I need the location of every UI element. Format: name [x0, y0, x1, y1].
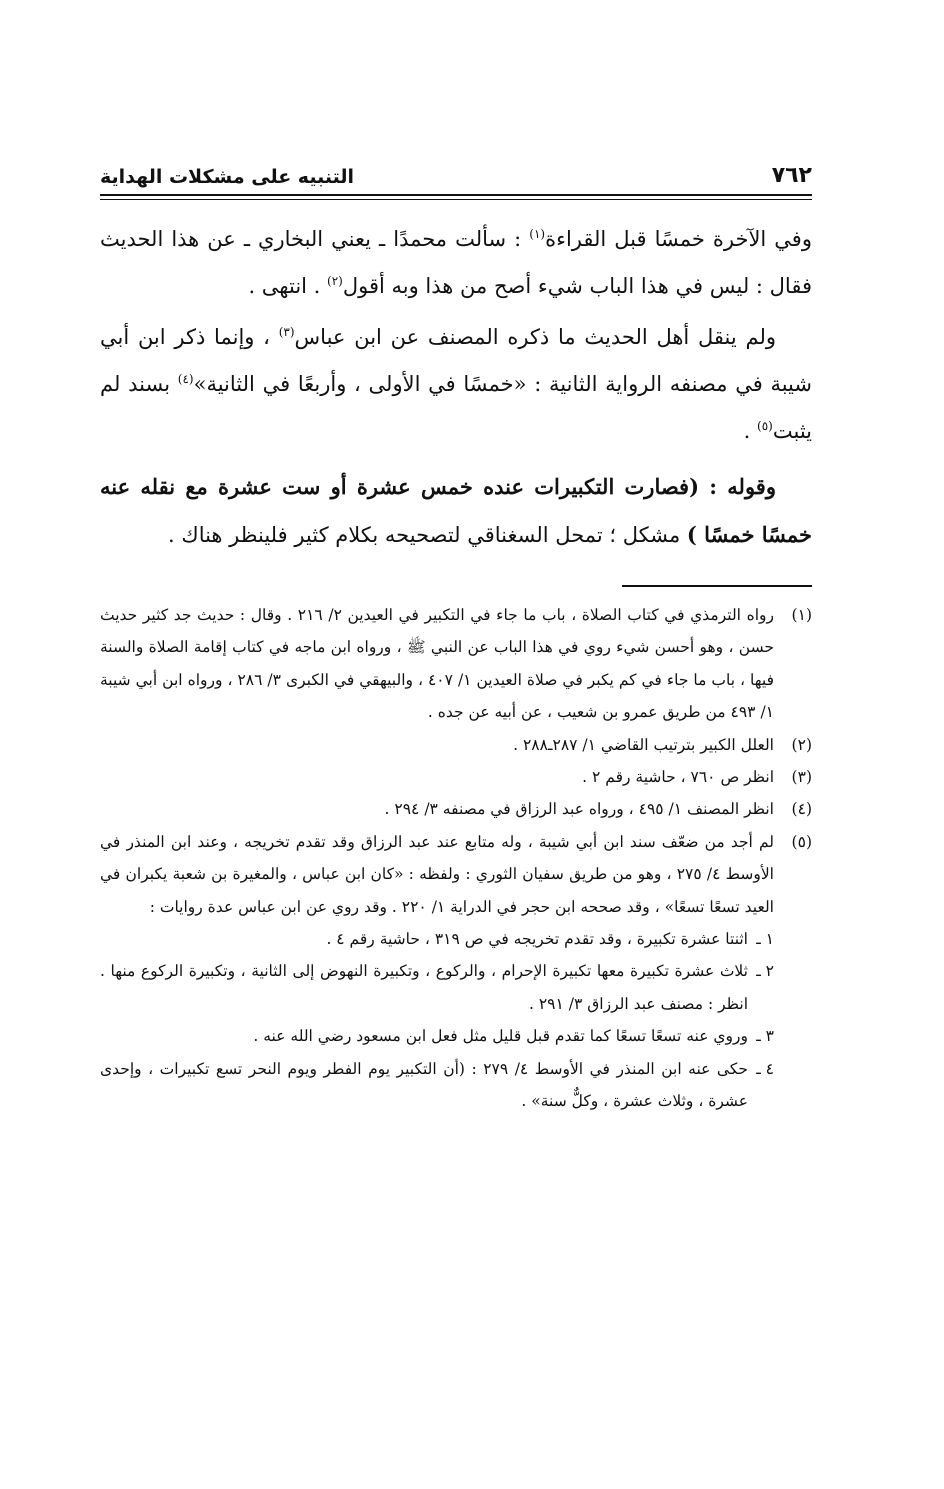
footnote-1 — [100, 599, 812, 729]
sublist-item-3 — [100, 1020, 774, 1052]
sublist-number: ١ ـ — [756, 930, 774, 949]
sublist-item-4 — [100, 1053, 774, 1118]
main-text — [100, 216, 812, 559]
sublist-number: ٣ ـ — [756, 1027, 774, 1046]
footnote-number: (٣) — [791, 768, 812, 787]
paragraph-2 — [100, 314, 812, 455]
book-page — [100, 148, 812, 1118]
footnote-text: انظر المصنف ١/ ٤٩٥ ، ورواه عبد الرزاق في مصنفه ٣/ ٢٩٤ . — [384, 800, 774, 819]
p1-text-b: : سألت محمدًا ـ يعني البخاري ـ عن هذا الحديث فقال : ليس في هذا الباب شيء أصح من هذا وبه أقول — [100, 227, 812, 298]
sublist-number: ٢ ـ — [756, 962, 774, 981]
footnote-ref-5[interactable]: (٥) — [757, 419, 773, 433]
footnote-number: (٥) — [791, 832, 812, 851]
footnote-4 — [100, 793, 812, 825]
footnote-text: انظر ص ٧٦٠ ، حاشية رقم ٢ . — [582, 768, 774, 787]
running-header — [100, 148, 812, 188]
book-title: التنبيه على مشكلات الهداية — [100, 166, 354, 188]
header-rule-thin — [100, 199, 812, 200]
footnote-number: (١) — [791, 606, 812, 624]
footnote-ref-3[interactable]: (٣) — [278, 325, 295, 339]
p1-text-c: . انتهى . — [248, 274, 328, 298]
sublist-text: ثلاث عشرة تكبيرة معها تكبيرة الإحرام ، والركوع ، وتكبيرة النهوض إلى الثانية ، وتكبيرة الركوع منها . انظر : مصنف عبد الرزاق ٣/ ٢٩١ . — [100, 962, 748, 1013]
header-rule-thick — [100, 194, 812, 196]
p3-text-rest: مشكل ؛ تمحل السغناقي لتصحيحه بكلام كثير فلينظر هناك . — [168, 523, 687, 547]
footnote-5-sublist — [100, 923, 812, 1117]
sublist-number: ٤ ـ — [756, 1059, 774, 1078]
footnote-3 — [100, 761, 812, 793]
footnote-number: (٢) — [791, 735, 812, 754]
page-number: ٧٦٢ — [771, 163, 812, 188]
quoted-text-bold: وقوله : (فصارت التكبيرات عنده خمس عشرة أو ست عشرة مع نقله عنه خمسًا خمسًا ) — [100, 474, 812, 547]
sublist-item-1 — [100, 923, 774, 955]
footnote-text: لم أجد من ضعّف سند ابن أبي شيبة ، وله متابع عند عبد الرزاق وقد تقدم تخريجه ، وعند ابن المنذر في الأوسط ٤/ ٢٧٥ ، وهو من طريق سفيان الثوري : ولفظه : «كان ابن عباس ، والمغيرة بن شعبة يكبران في العيد تسعًا تسعًا» ، وقد صححه ابن حجر في الدراية ١/ ٢٢٠ . وقد روي عن ابن عباس عدة روايات : — [100, 832, 774, 916]
p2-text-d: . — [743, 419, 758, 443]
sublist-item-2 — [100, 955, 774, 1020]
footnote-ref-1[interactable]: (١) — [529, 227, 546, 241]
footnote-text: رواه الترمذي في كتاب الصلاة ، باب ما جاء في التكبير في العيدين ٢/ ٢١٦ . وقال : حديث جد كثير حديث حسن ، وهو أحسن شيء روي في هذا الباب عن النبي ﷺ ، ورواه ابن ماجه في كتاب إقامة الصلاة والسنة فيها ، باب ما جاء في كم يكبر في صلاة العيدين ١/ ٤٠٧ ، والبيهقي في الكبرى ٣/ ٢٨٦ ، ورواه ابن أبي شيبة ١/ ٤٩٣ من طريق عمرو بن شعيب ، عن أبيه عن جده . — [100, 606, 774, 722]
paragraph-3 — [100, 463, 812, 559]
sublist-text: اثنتا عشرة تكبيرة ، وقد تقدم تخريجه في ص ٣١٩ ، حاشية رقم ٤ . — [326, 930, 748, 949]
footnote-ref-2[interactable]: (٢) — [327, 274, 343, 288]
p1-text-a: وفي الآخرة خمسًا قبل القراءة — [545, 227, 812, 251]
paragraph-1 — [100, 216, 812, 310]
footnotes — [100, 599, 812, 1118]
footnote-2 — [100, 729, 812, 761]
footnote-text: العلل الكبير بترتيب القاضي ١/ ٢٨٧ـ٢٨٨ . — [513, 735, 774, 754]
sublist-text: وروي عنه تسعًا تسعًا كما تقدم قبل قليل مثل فعل ابن مسعود رضي الله عنه . — [253, 1027, 748, 1046]
footnote-ref-4[interactable]: (٤) — [177, 372, 194, 386]
p2-text-b: ، وإنما ذكر ابن أبي شيبة في مصنفه الرواية الثانية : «خمسًا في الأولى ، وأربعًا في الثانية» — [100, 325, 812, 396]
footnote-number: (٤) — [791, 800, 812, 819]
p2-text-a: ولم ينقل أهل الحديث ما ذكره المصنف عن ابن عباس — [294, 325, 776, 349]
sublist-text: حكى عنه ابن المنذر في الأوسط ٤/ ٢٧٩ : (أن التكبير يوم الفطر ويوم النحر تسع تكبيرات ، وإحدى عشرة ، وثلاث عشرة ، وكلٌّ سنة» . — [100, 1059, 748, 1111]
footnote-5 — [100, 826, 812, 923]
footnote-separator — [622, 585, 812, 587]
p2-text-c: بسند لم يثبت — [100, 372, 812, 443]
